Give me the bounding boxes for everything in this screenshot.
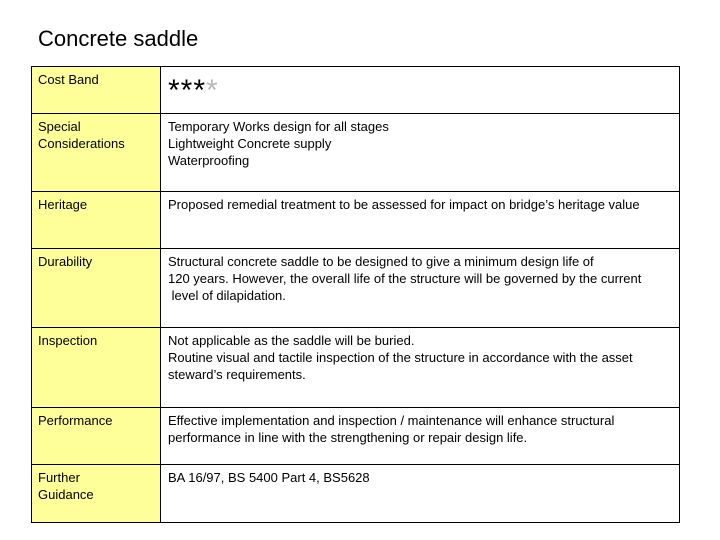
value-line: performance in line with the strengthening or repair design life. — [168, 430, 528, 445]
label-line: Heritage — [38, 197, 88, 212]
table-row-cost-band — [32, 67, 680, 114]
further-guidance-value — [161, 465, 680, 523]
heritage-value — [161, 192, 680, 249]
value-line: BA 16/97, BS 5400 Part 4, BS5628 — [168, 470, 370, 485]
heritage-label — [32, 192, 161, 249]
value-line: Effective implementation and inspection / maintenance will enhance structural — [168, 413, 615, 428]
value-line: 120 years. However, the overall life of the structure will be governed by the current — [168, 271, 642, 286]
durability-label — [32, 249, 161, 328]
cost-band-label: Cost Band — [32, 67, 161, 114]
performance-label — [32, 408, 161, 465]
inspection-label — [32, 328, 161, 408]
label-line: Special — [38, 119, 81, 134]
value-line: Not applicable as the saddle will be buried. — [168, 333, 415, 348]
cost-band-value — [161, 67, 680, 114]
label-line: Considerations — [38, 136, 125, 151]
spec-table — [31, 66, 680, 523]
performance-value — [161, 408, 680, 465]
label-line: Performance — [38, 413, 113, 428]
value-line: Proposed remedial treatment to be assessed for impact on bridge’s heritage value — [168, 197, 640, 212]
table-row-performance — [32, 408, 680, 465]
table-row-durability — [32, 249, 680, 328]
inspection-value — [161, 328, 680, 408]
star-rating — [168, 74, 219, 107]
special-considerations-label — [32, 114, 161, 192]
table-row-inspection — [32, 328, 680, 408]
table-row-special-considerations — [32, 114, 680, 192]
label-line: Further — [38, 470, 80, 485]
value-line: Lightweight Concrete supply — [168, 136, 332, 151]
durability-value — [161, 249, 680, 328]
value-line: Routine visual and tactile inspection of the structure in accordance with the asset — [168, 350, 633, 365]
special-considerations-value — [161, 114, 680, 192]
page-title: Concrete saddle — [38, 26, 199, 51]
label-line: Durability — [38, 254, 93, 269]
value-line: Temporary Works design for all stages — [168, 119, 389, 134]
value-line: Structural concrete saddle to be designed to give a minimum design life of — [168, 254, 594, 269]
table-row-further-guidance — [32, 465, 680, 523]
label-line: Guidance — [38, 487, 94, 502]
filled-stars: *** — [168, 74, 207, 107]
value-line: level of dilapidation. — [168, 288, 286, 303]
empty-stars: * — [206, 74, 219, 107]
table-row-heritage — [32, 192, 680, 249]
value-line: Waterproofing — [168, 153, 250, 168]
value-line: steward’s requirements. — [168, 367, 306, 382]
further-guidance-label — [32, 465, 161, 523]
label-line: Inspection — [38, 333, 98, 348]
